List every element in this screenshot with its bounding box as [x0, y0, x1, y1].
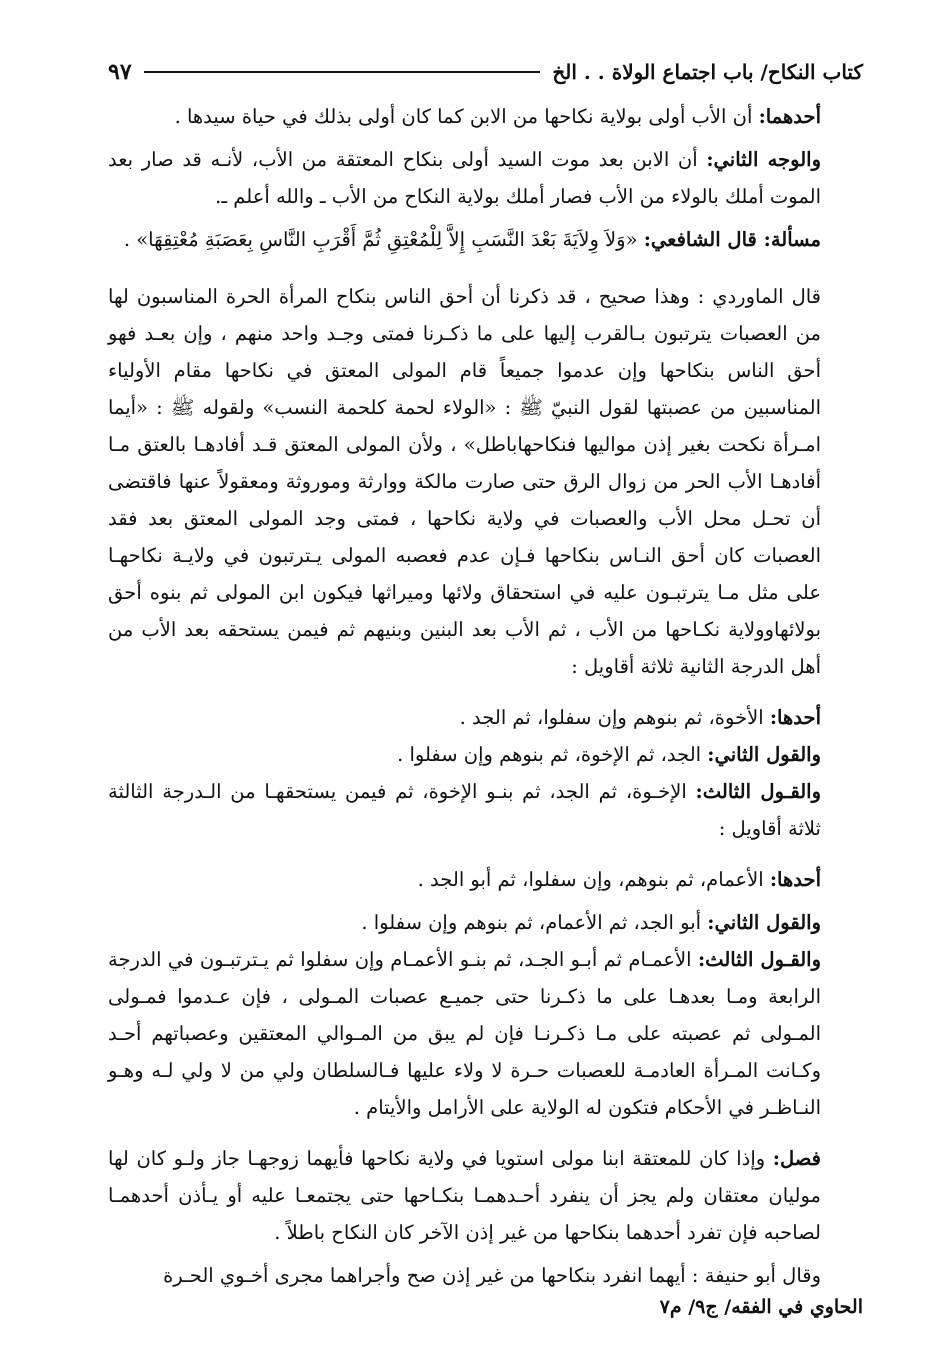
paragraph-text: أن الابن بعد موت السيد أولى بنكاح المعتقة من الأب، لأنـه قد صار بعد الموت أملك بالولاء من الأب فصار أملك بولاية النكاح من الأب ـ والله أعلم ـ.	[108, 148, 821, 208]
paragraph-lead: أحدها:	[769, 706, 821, 729]
paragraph-degree2-opinion3	[108, 773, 863, 847]
paragraph-text: الأعمام، ثم بنوهم، وإن سفلوا، ثم أبو الجد .	[417, 868, 770, 891]
paragraph-degree3-opinion2	[108, 904, 863, 941]
paragraph-degree2-opinion2	[108, 736, 863, 773]
paragraph-mawardi	[108, 278, 863, 685]
paragraph-text: الأخوة، ثم بنوهم وإن سفلوا، ثم الجد .	[459, 706, 770, 729]
paragraph-degree3-opinion1	[108, 861, 863, 898]
paragraph-lead: والقول الثاني:	[707, 911, 821, 934]
paragraph-lead: والقـول الثالث:	[697, 948, 822, 971]
paragraph-second-opinion	[108, 141, 863, 215]
paragraph-first-opinion	[108, 98, 863, 135]
paragraph-lead: أحدهما:	[758, 105, 821, 128]
paragraph-masala	[108, 221, 863, 258]
paragraph-degree2-opinion1	[108, 699, 863, 736]
paragraph-lead: فصل:	[772, 1147, 821, 1170]
paragraph-text: الأعمـام ثم أبـو الجـد، ثم بنـو الأعمـام وإن سفلوا ثم يـترتبـون في الدرجة الرابعة ومـا بعدهـا على ما ذكـرنا حتى جميـع عصبات المـولى ، فإن عـدموا فمـولى المـولى ثم عصبته على مـا ذكـرنـا فإن لم يبق من المـوالي المعتقين وعصباتهم أحـد وكـانت المـرأة العادمـة للعصبات حـرة لا ولاء عليها فـالسلطان ولي من لا ولي لـه وهـو النـاظـر في الأحكام فتكون له الولاية على الأرامل والأيتام .	[108, 948, 821, 1119]
paragraph-lead: والقـول الثالث:	[695, 780, 822, 803]
page-body	[108, 98, 863, 1294]
paragraph-lead: والقول الثاني:	[707, 743, 821, 766]
paragraph-lead: أحدها:	[769, 868, 821, 891]
header-rule	[144, 71, 541, 73]
chapter-title: كتاب النكاح/ باب اجتماع الولاة . . الخ	[552, 60, 863, 84]
paragraph-degree3-opinion3	[108, 941, 863, 1126]
paragraph-text: الجد، ثم الإخوة، ثم بنوهم وإن سفلوا .	[397, 743, 708, 766]
paragraph-abu-hanifa	[108, 1257, 863, 1294]
paragraph-text: قال الماوردي : وهذا صحيح ، قد ذكرنا أن أحق الناس بنكاح المرأة الحرة المناسبون لها من العصبات يترتبون بـالقرب إليها على ما ذكـرنا فمتى وجـد واحد منهم ، وإن بعـد فهو أحق الناس بنكاحها وإن عدموا جميعاً قام المولى المعتق في نكاحها مقام الأولياء المناسبين من عصبتها لقول النبيّ ﷺ : «الولاء لحمة كلحمة النسب» ولقوله ﷺ : «أيما امـرأة نكحت بغير إذن مواليها فنكاحهاباطل» ، ولأن المولى المعتق قـد أفادهـا بالعتق مـا أفادهـا الأب الحر من زوال الرق حتى صارت مالكة ووارثة وموروثة ومعقولاً عنها فاقتضى أن تحـل محل الأب والعصبات في ولاية نكاحها ، فمتى وجد المولى المعتق بعد فقد العصبات كان أحق النـاس بنكاحها فـإن عدم فعصبه المولى يـترتبون في ولايـة نكاحهـا على مثل مـا يترتبـون عليه في استحقاق ولائها وميراثها فيكون ابن المولى ثم بنوه أحق بولائهاوولاية نكـاحها من الأب ، ثم الأب بعد البنين وبنيهم ثم فيمن يستحقه بعد الأب من أهل الدرجة الثانية ثلاثة أقاويل :	[108, 285, 821, 678]
paragraph-lead: والوجه الثاني:	[706, 148, 821, 171]
paragraph-text: وإذا كان للمعتقة ابنا مولى استويا في ولاية نكاحها فأيهما زوجهـا جاز ولـو كان لها موليان معتقان ولم يجز أن ينفرد أحـدهمـا بنكـاحها حتى يجتمعـا عليه أو يـأذن أحدهمـا لصاحبه فإن تفرد أحدهما بنكاحها من غير إذن الآخر كان النكاح باطلاً .	[108, 1147, 821, 1244]
page-number: ٩٧	[108, 59, 132, 85]
paragraph-lead: مسألة: قال الشافعي:	[643, 228, 821, 251]
paragraph-text: أبو الجد، ثم الأعمام، ثم بنوهم وإن سفلوا .	[361, 911, 708, 934]
paragraph-fasl	[108, 1140, 863, 1251]
paragraph-text: «وَلاَ وِلاَيَةَ بَعْدَ النَّسَبِ إِلاَّ لِلْمُعْتِقِ ثُمَّ أَقْرَبِ النَّاسِ بِعَصَبَةِ مُعْتِقِهَا» .	[123, 228, 644, 251]
paragraph-text: وقال أبو حنيفة : أيهما انفرد بنكاحها من غير إذن صح وأجراهما مجرى أخـوي الحـرة	[163, 1264, 821, 1287]
paragraph-text: الإخـوة، ثم الجد، ثم بنـو الإخوة، ثم فيمن يستحقهـا من الـدرجة الثالثة ثلاثة أقاويل :	[108, 780, 821, 840]
volume-footer: الحاوي في الفقه/ ج٩/ م٧	[659, 1296, 863, 1318]
running-header	[108, 52, 863, 92]
paragraph-text: أن الأب أولى بولاية نكاحها من الابن كما كان أولى بذلك في حياة سيدها .	[174, 105, 759, 128]
